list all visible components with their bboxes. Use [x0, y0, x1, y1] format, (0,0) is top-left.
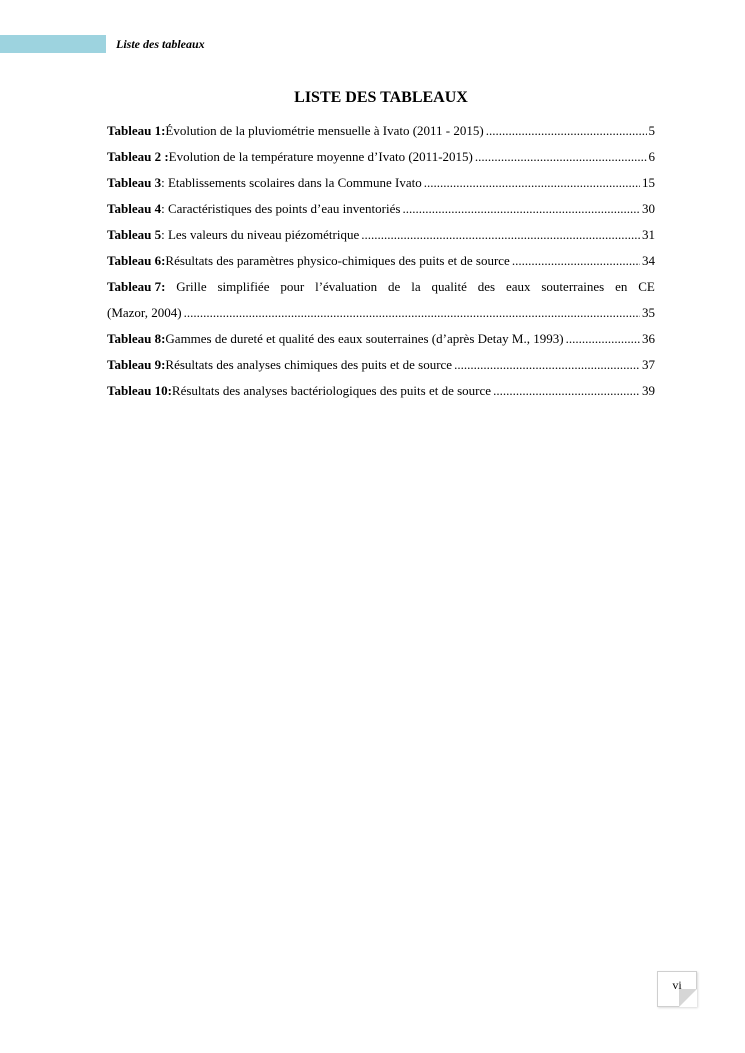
entry-page: 6	[648, 149, 655, 164]
toc-entry-tableau-5[interactable]	[107, 222, 655, 248]
entry-label: Tableau 8:	[107, 331, 166, 346]
entry-page: 39	[642, 383, 655, 398]
entry-label: Tableau 5	[107, 227, 162, 242]
dot-leader	[566, 326, 640, 352]
dot-leader	[475, 144, 647, 170]
entry-text: : Etablissements scolaires dans la Commune Ivato	[161, 175, 422, 190]
entry-page: 35	[642, 305, 655, 320]
entry-first-line	[107, 274, 655, 300]
dot-leader	[402, 196, 640, 222]
entry-label: Tableau 7:	[107, 279, 166, 294]
entry-word: en	[615, 279, 628, 294]
header-band	[0, 35, 106, 53]
entry-page: 37	[642, 357, 655, 372]
dot-leader	[486, 118, 647, 144]
entry-text: Évolution de la pluviométrie mensuelle à Ivato (2011 - 2015)	[165, 123, 484, 138]
table-list	[107, 118, 655, 404]
entry-word: souterraines	[541, 279, 605, 294]
toc-entry-tableau-10[interactable]	[107, 378, 655, 404]
entry-text: Résultats des analyses bactériologiques des puits et de source	[171, 383, 492, 398]
dot-leader	[424, 170, 640, 196]
toc-entry-tableau-4[interactable]	[107, 196, 655, 222]
dot-leader	[512, 248, 640, 274]
entry-page: 36	[642, 331, 655, 346]
entry-page: 15	[642, 175, 655, 190]
page-curl-icon	[679, 989, 697, 1007]
entry-label: Tableau 1:	[107, 123, 166, 138]
toc-entry-tableau-1[interactable]	[107, 118, 655, 144]
entry-word: eaux	[505, 279, 531, 294]
entry-page: 5	[648, 123, 655, 138]
entry-text: (Mazor, 2004)	[107, 305, 182, 320]
toc-entry-tableau-2[interactable]	[107, 144, 655, 170]
entry-word: l’évaluation	[315, 279, 378, 294]
entry-page: 31	[642, 227, 655, 242]
entry-text: : Caractéristiques des points d’eau inventoriés	[161, 201, 401, 216]
toc-entry-tableau-9[interactable]	[107, 352, 655, 378]
entry-word: pour	[280, 279, 305, 294]
entry-word: Grille	[176, 279, 207, 294]
page-number: vi	[672, 978, 682, 992]
toc-entry-tableau-6[interactable]	[107, 248, 655, 274]
page-number-box	[657, 971, 697, 1007]
entry-word: des	[477, 279, 496, 294]
entry-word: simplifiée	[217, 279, 270, 294]
entry-word: CE	[638, 279, 655, 294]
dot-leader	[184, 300, 640, 326]
entry-page: 30	[642, 201, 655, 216]
entry-label: Tableau 6:	[107, 253, 166, 268]
entry-text: Gammes de dureté et qualité des eaux souterraines (d’après Detay M., 1993)	[165, 331, 564, 346]
entry-word: de	[388, 279, 401, 294]
entry-label: Tableau 4	[107, 201, 162, 216]
running-header: Liste des tableaux	[116, 37, 205, 51]
entry-label: Tableau 10:	[107, 383, 172, 398]
toc-entry-tableau-3[interactable]	[107, 170, 655, 196]
entry-text: Résultats des analyses chimiques des puits et de source	[165, 357, 453, 372]
entry-page: 34	[642, 253, 655, 268]
entry-label: Tableau 3	[107, 175, 162, 190]
entry-word: la	[411, 279, 421, 294]
dot-leader	[493, 378, 640, 404]
entry-continuation-line	[107, 300, 655, 326]
toc-entry-tableau-7[interactable]	[107, 274, 655, 326]
entry-label: Tableau 2 :	[107, 149, 169, 164]
entry-text: Evolution de la température moyenne d’Ivato (2011-2015)	[168, 149, 473, 164]
entry-text: : Les valeurs du niveau piézométrique	[161, 227, 360, 242]
entry-text: Résultats des paramètres physico-chimiques des puits et de source	[165, 253, 510, 268]
dot-leader	[361, 222, 640, 248]
entry-label: Tableau 9:	[107, 357, 166, 372]
entry-word: qualité	[431, 279, 467, 294]
dot-leader	[454, 352, 640, 378]
page-title: LISTE DES TABLEAUX	[294, 89, 468, 106]
toc-entry-tableau-8[interactable]	[107, 326, 655, 352]
